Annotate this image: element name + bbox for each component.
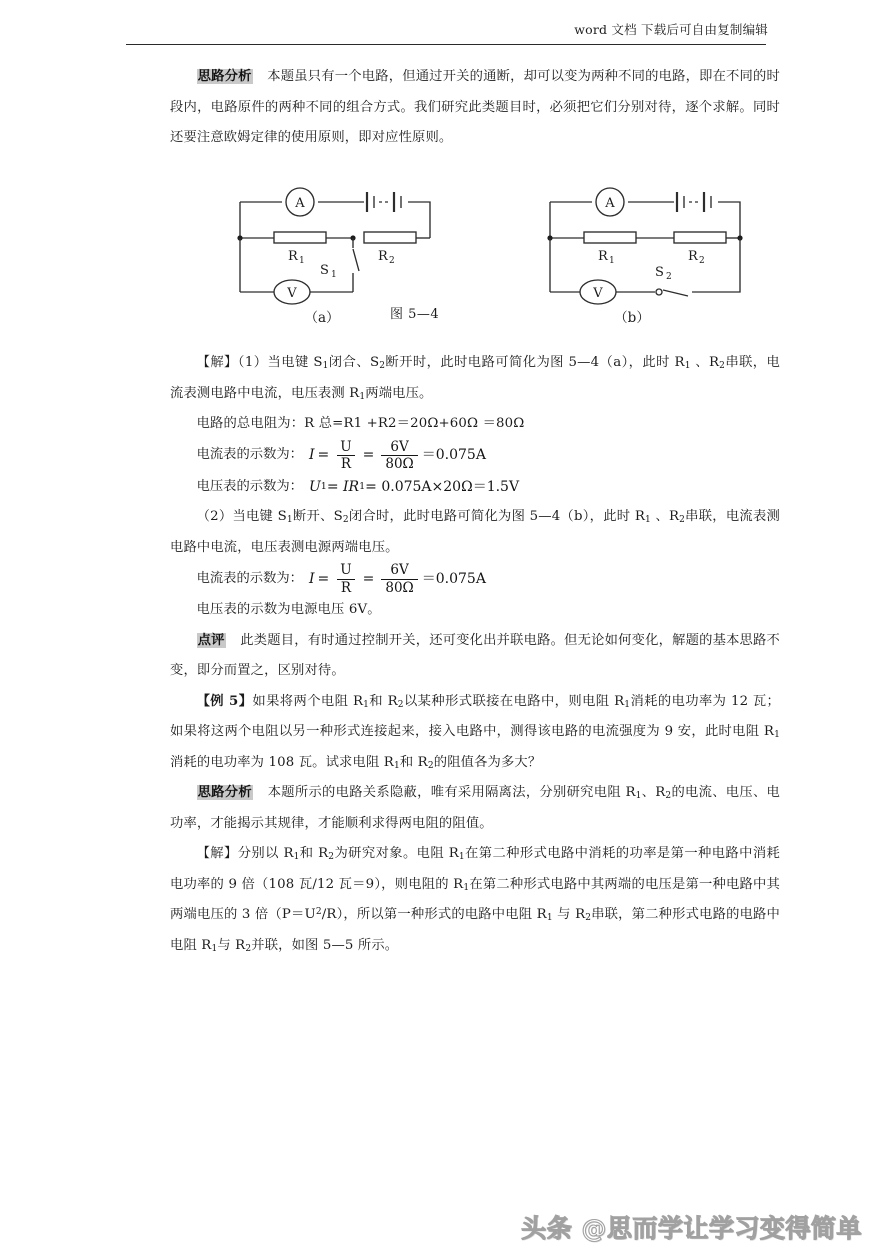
sol2-h: 串联，第二种形式电路的电路中电阻 R (170, 907, 780, 953)
current-1-frac-ur (336, 440, 355, 472)
sol1-p1-sub5: 1 (359, 391, 366, 402)
switch-b-label: S (655, 265, 664, 280)
ammeter-b-label: A (605, 196, 615, 211)
ex5-g: 的阻值各为多大？ (433, 754, 542, 770)
paragraph-voltage-2-text: 电压表的示数为电源电压 6V。 (196, 602, 381, 618)
sol2-sub5: 1 (546, 913, 553, 924)
sol2-sup1: 2 (315, 907, 322, 918)
current-1-den-ohms: 80Ω (381, 455, 417, 472)
sol1-p1-d: 、R (690, 355, 720, 370)
current-2-result: ＝0.075A (421, 570, 486, 587)
page-header: word 文档 下载后可自由复制编辑 (574, 22, 768, 37)
current-1-eq2: = (362, 447, 375, 464)
sol1-p1-c: 断开时，此时电路可简化为图 5—4（a），此时 R (385, 355, 685, 370)
body-content (170, 62, 780, 154)
current-2-den-r: R (337, 579, 355, 596)
ex5-f: 和 R (399, 754, 428, 770)
sol2-sub8: 2 (245, 943, 252, 954)
current-2-label: 电流表的示数为： (196, 570, 303, 586)
voltage-1-result: = 0.075A×20Ω＝1.5V (365, 478, 520, 495)
paragraph-solution-1-part2 (170, 502, 780, 563)
sol2-sub3: 1 (458, 852, 465, 863)
current-1-eq1: = (317, 447, 330, 464)
sol1-p2-sub2: 2 (342, 515, 349, 526)
sol1-p1-sub3: 1 (684, 360, 691, 371)
current-1-num-volts: 6V (390, 438, 409, 455)
current-1-label: 电流表的示数为： (196, 447, 303, 463)
current-2-frac-values (381, 563, 417, 595)
sol2-sub2: 2 (328, 852, 335, 863)
switch-a-sub: 1 (331, 270, 337, 280)
an2-b: 、R (641, 785, 666, 801)
formula-voltage-1 (170, 472, 780, 503)
paragraph-analysis-1 (170, 62, 780, 154)
analysis-1-text: 本题虽只有一个电路，但通过开关的通断，却可以变为两种不同的电路，即在不同的时段内，电路原件的两种不同的组合方式。我们研究此类题目时，必须把它们分别对待，逐个求解。同时还要注意欧姆定律的使用原则，即对应性原则。 (170, 69, 780, 145)
voltmeter-b-label: V (593, 286, 603, 301)
paragraph-example-5 (170, 687, 780, 779)
current-1-expression (309, 440, 486, 472)
current-2-den-ohms: 80Ω (381, 579, 417, 596)
resistor-b-r2 (674, 232, 726, 243)
ex5-e: 消耗的电功率为 108 瓦。试求电阻 R (170, 754, 394, 770)
voltage-1-expression: U 1 = IR 1 = 0.075A×20Ω＝1.5V (309, 472, 519, 503)
sol1-p1-sub2: 2 (379, 360, 386, 371)
ex5-sub5: 1 (393, 760, 400, 771)
current-2-eq2: = (362, 570, 375, 587)
voltage-1-label: 电压表的示数为： (196, 478, 303, 494)
paragraph-comment-1 (170, 626, 780, 687)
sol2-e: 在第二种形式电路中其两端的电压是第一种电路中其两端电压的 3 倍（P＝U (170, 876, 780, 923)
label-analysis-2: 思路分析 (197, 785, 252, 801)
sol1-p1-sub4: 2 (719, 360, 726, 371)
resistor-a-r2 (364, 232, 416, 243)
sol1-p2-c: 闭合时，此时电路可简化为图 5—4（b），此时 R (348, 509, 646, 525)
sol1-p2-d: 、R (650, 509, 680, 525)
sol2-b: 和 R (299, 846, 329, 862)
current-1-frac-values (381, 440, 417, 472)
an2-sub1: 1 (635, 791, 642, 802)
sol1-p2-a: （2）当电键 S (196, 509, 287, 525)
ex5-sub1: 1 (363, 699, 370, 710)
ammeter-a-label: A (295, 196, 305, 211)
voltage-1-eq: = IR (326, 478, 360, 495)
total-r-label: 电路的总电阻为： (196, 416, 305, 431)
sol1-p1-b: 闭合、S (328, 355, 380, 370)
resistor-a-r1 (274, 232, 326, 243)
figure-a-sublabel: （a） (304, 310, 340, 326)
comment-1-text: 此类题目，有时通过控制开关，还可变化出并联电路。但无论如何变化，解题的基本思路不变，即分而置之，区别对待。 (170, 632, 780, 679)
paragraph-solution-2 (170, 839, 780, 961)
current-1-den-r: R (337, 455, 355, 472)
sol1-p2-b: 断开、S (292, 509, 343, 525)
sol1-p1-f: 两端电压。 (365, 385, 433, 401)
resistor-b-r1-label: R (598, 249, 608, 264)
circuit-diagram-b (522, 170, 792, 330)
switch-b-sub: 2 (666, 272, 672, 282)
resistor-b-r2-sub: 2 (699, 256, 705, 266)
switch-a-blade (353, 249, 359, 271)
resistor-b-r2-label: R (688, 249, 698, 264)
current-1-result: ＝0.075A (421, 447, 486, 464)
resistor-b-r1 (584, 232, 636, 243)
ex5-sub6: 2 (427, 760, 434, 771)
sol1-p1-e: 串联，电流表测电路中电流，电压表测 R (170, 355, 780, 401)
switch-b-blade (663, 290, 688, 296)
figure-5-4-caption: 图 5—4 (390, 307, 440, 322)
label-comment: 点评 (197, 632, 225, 648)
ex5-c: 以某种形式联接在电路中，则电阻 R (403, 693, 625, 709)
figure-5-4 (170, 170, 780, 330)
sol2-g: 与 R (552, 907, 586, 923)
ex5-a: 如果将两个电阻 R (252, 693, 364, 709)
resistor-a-r1-sub: 1 (299, 256, 305, 266)
switch-a-label: S (320, 263, 329, 278)
an2-c: 的电流、电压、电功率，才能揭示其规律，才能顺利求得两电阻的阻值。 (170, 785, 780, 831)
sol2-f: /R），所以第一种形式的电路中电阻 R (321, 907, 547, 923)
total-r-value: R 总=R1 +R2＝20Ω+60Ω ＝80Ω (304, 416, 525, 431)
formula-current-1 (170, 440, 780, 472)
sol2-c: 为研究对象。电阻 R (334, 846, 459, 862)
paragraph-solution-1-part1 (170, 348, 780, 409)
sol2-i: 与 R (217, 937, 246, 953)
sol2-d: 在第二种形式电路中消耗的功率是第一种电路中消耗电功率的 9 倍（108 瓦/12 瓦＝9），则电阻的 R (170, 846, 780, 892)
sol2-sub6: 2 (585, 913, 592, 924)
ex5-sub2: 2 (397, 699, 404, 710)
voltage-1-symbol: U (308, 478, 321, 495)
current-1-symbol: I (308, 447, 315, 464)
sol1-p2-sub3: 1 (645, 515, 651, 526)
ex5-sub3: 1 (624, 699, 631, 710)
sol1-p1-a: 【解】（1）当电键 S (196, 355, 323, 370)
current-2-frac-ur (336, 563, 355, 595)
label-analysis: 思路分析 (197, 69, 252, 84)
header-divider (126, 44, 766, 45)
current-1-num-u: U (340, 438, 352, 455)
ex5-sub4: 1 (774, 730, 780, 741)
solution-1-block (170, 348, 780, 961)
sol1-p1-sub1: 1 (322, 360, 329, 371)
paragraph-total-resistance (170, 409, 780, 440)
sol2-sub7: 1 (211, 943, 218, 954)
resistor-a-r2-label: R (378, 249, 388, 264)
label-example-5: 【例 5】 (196, 693, 253, 709)
an2-a: 本题所示的电路关系隐蔽，唯有采用隔离法，分别研究电阻 R (267, 785, 636, 801)
watermark: 头条 @思而学让学习变得简单 (521, 1214, 862, 1243)
figure-b-sublabel: （b） (614, 310, 650, 326)
switch-b-pivot (656, 289, 662, 295)
resistor-b-r1-sub: 1 (609, 256, 615, 266)
sol1-p2-e: 串联，电流表测电路中电流，电压表测电源两端电压。 (170, 509, 780, 555)
current-2-num-volts: 6V (390, 562, 409, 579)
an2-sub2: 2 (665, 791, 672, 802)
paragraph-analysis-2 (170, 778, 780, 839)
sol2-sub4: 1 (463, 882, 470, 893)
sol1-p2-sub4: 2 (679, 515, 686, 526)
ex5-d: 消耗的电功率为 12 瓦；如果将这两个电阻以另一种形式连接起来，接入电路中，测得该电路的电流强度为 9 安，此时电阻 R (170, 693, 781, 740)
current-2-num-u: U (340, 562, 352, 579)
circuit-diagram-a (212, 170, 482, 330)
ex5-b: 和 R (369, 693, 398, 709)
sol2-a: 【解】分别以 R (196, 846, 294, 862)
voltmeter-a-label: V (287, 286, 297, 301)
current-2-expression (309, 563, 486, 595)
resistor-a-r2-sub: 2 (389, 256, 395, 266)
sol2-j: 并联，如图 5—5 所示。 (251, 937, 399, 953)
current-2-symbol: I (308, 570, 315, 587)
resistor-a-r1-label: R (288, 249, 298, 264)
sol2-sub1: 1 (293, 852, 300, 863)
sol1-p2-sub1: 1 (286, 515, 293, 526)
current-2-eq1: = (317, 570, 330, 587)
formula-current-2 (170, 563, 780, 595)
